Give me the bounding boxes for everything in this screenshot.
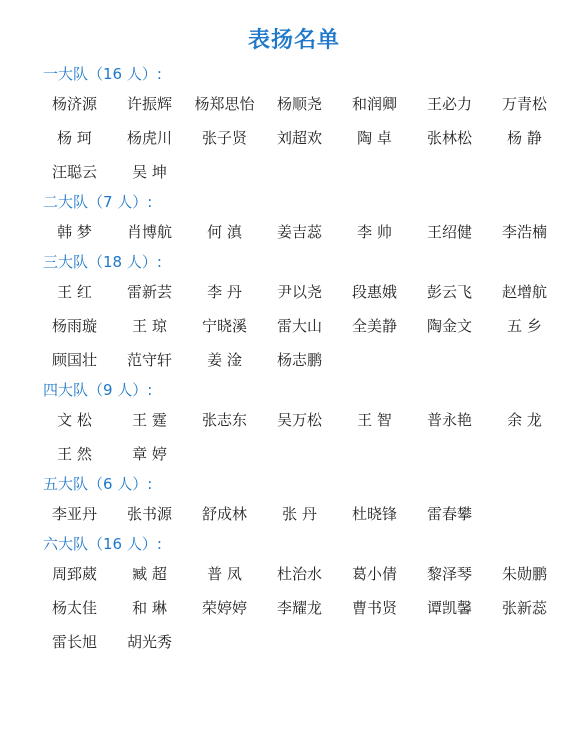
person-name: 姜吉蕊 bbox=[276, 223, 322, 241]
person-name: 陶金文 bbox=[426, 317, 472, 335]
person-name: 荣婷婷 bbox=[201, 599, 247, 617]
person-name: 雷春攀 bbox=[426, 505, 472, 523]
person-name: 杜治水 bbox=[276, 565, 322, 583]
person-name: 王 红 bbox=[57, 283, 92, 301]
person-name: 李亚丹 bbox=[51, 505, 97, 523]
person-name: 张书源 bbox=[126, 505, 172, 523]
person-name: 普永艳 bbox=[426, 411, 472, 429]
person-name: 章 婷 bbox=[132, 445, 167, 463]
sections-container bbox=[0, 64, 588, 659]
person-name: 范守轩 bbox=[126, 351, 172, 369]
brigade-section bbox=[0, 192, 588, 249]
person-name: 杨 珂 bbox=[57, 129, 92, 147]
person-name: 肖博航 bbox=[126, 223, 172, 241]
person-name: 杨郑思怡 bbox=[194, 95, 255, 113]
person-name: 王 智 bbox=[357, 411, 392, 429]
section-header: 五大队（6 人）: bbox=[43, 475, 153, 493]
brigade-section bbox=[0, 380, 588, 471]
brigade-section bbox=[0, 534, 588, 659]
person-name: 王 琼 bbox=[132, 317, 167, 335]
person-name: 张 丹 bbox=[282, 505, 317, 523]
person-name: 李耀龙 bbox=[276, 599, 322, 617]
person-name: 五 乡 bbox=[507, 317, 542, 335]
person-name: 许振辉 bbox=[126, 95, 172, 113]
person-name: 雷新芸 bbox=[126, 283, 172, 301]
person-name: 黎泽琴 bbox=[426, 565, 472, 583]
person-name: 王绍健 bbox=[426, 223, 472, 241]
section-header: 四大队（9 人）: bbox=[43, 381, 153, 399]
person-name: 杨雨璇 bbox=[51, 317, 97, 335]
name-list bbox=[0, 275, 588, 377]
person-name: 曹书贤 bbox=[351, 599, 397, 617]
brigade-section bbox=[0, 64, 588, 189]
person-name: 杜晓锋 bbox=[351, 505, 397, 523]
person-name: 谭凯馨 bbox=[426, 599, 472, 617]
person-name: 吴 坤 bbox=[132, 163, 167, 181]
person-name: 张志东 bbox=[201, 411, 247, 429]
person-name: 万青松 bbox=[501, 95, 547, 113]
section-header: 一大队（16 人）: bbox=[43, 65, 162, 83]
person-name: 杨虎川 bbox=[126, 129, 172, 147]
person-name: 雷大山 bbox=[276, 317, 322, 335]
person-name: 刘超欢 bbox=[276, 129, 322, 147]
person-name: 杨志鹏 bbox=[276, 351, 322, 369]
name-list bbox=[0, 403, 588, 471]
name-list bbox=[0, 497, 588, 531]
person-name: 葛小倩 bbox=[351, 565, 397, 583]
person-name: 雷长旭 bbox=[51, 633, 97, 651]
person-name: 张子贤 bbox=[201, 129, 247, 147]
person-name: 李浩楠 bbox=[501, 223, 547, 241]
person-name: 和润卿 bbox=[351, 95, 397, 113]
name-list bbox=[0, 87, 588, 189]
person-name: 杨顺尧 bbox=[276, 95, 322, 113]
person-name: 普 凤 bbox=[207, 565, 242, 583]
person-name: 尹以尧 bbox=[276, 283, 322, 301]
brigade-section bbox=[0, 474, 588, 531]
person-name: 舒成林 bbox=[201, 505, 247, 523]
person-name: 宁晓溪 bbox=[201, 317, 247, 335]
person-name: 和 琳 bbox=[132, 599, 167, 617]
person-name: 李 丹 bbox=[207, 283, 242, 301]
person-name: 赵增航 bbox=[501, 283, 547, 301]
person-name: 吴万松 bbox=[276, 411, 322, 429]
page-title: 表扬名单 bbox=[247, 28, 340, 53]
person-name: 全美静 bbox=[351, 317, 397, 335]
section-header: 三大队（18 人）: bbox=[43, 253, 162, 271]
section-header: 二大队（7 人）: bbox=[43, 193, 153, 211]
person-name: 胡光秀 bbox=[126, 633, 172, 651]
person-name: 何 滇 bbox=[207, 223, 242, 241]
person-name: 陶 卓 bbox=[357, 129, 392, 147]
person-name: 顾国壮 bbox=[51, 351, 97, 369]
person-name: 杨济源 bbox=[51, 95, 97, 113]
person-name: 韩 梦 bbox=[57, 223, 92, 241]
brigade-section bbox=[0, 252, 588, 377]
person-name: 彭云飞 bbox=[426, 283, 472, 301]
person-name: 王必力 bbox=[426, 95, 472, 113]
person-name: 姜 淦 bbox=[207, 351, 242, 369]
name-list bbox=[0, 557, 588, 659]
person-name: 余 龙 bbox=[507, 411, 542, 429]
person-name: 王 然 bbox=[57, 445, 92, 463]
section-header: 六大队（16 人）: bbox=[43, 535, 162, 553]
person-name: 杨 静 bbox=[507, 129, 542, 147]
person-name: 王 霆 bbox=[132, 411, 167, 429]
person-name: 朱勋鹏 bbox=[501, 565, 547, 583]
person-name: 李 帅 bbox=[357, 223, 392, 241]
person-name: 杨太佳 bbox=[51, 599, 97, 617]
person-name: 段惠娥 bbox=[351, 283, 397, 301]
person-name: 汪聪云 bbox=[51, 163, 97, 181]
name-list bbox=[0, 215, 588, 249]
person-name: 文 松 bbox=[57, 411, 92, 429]
person-name: 张新蕊 bbox=[501, 599, 547, 617]
person-name: 周郅葳 bbox=[51, 565, 97, 583]
person-name: 臧 超 bbox=[132, 565, 167, 583]
person-name: 张林松 bbox=[426, 129, 472, 147]
